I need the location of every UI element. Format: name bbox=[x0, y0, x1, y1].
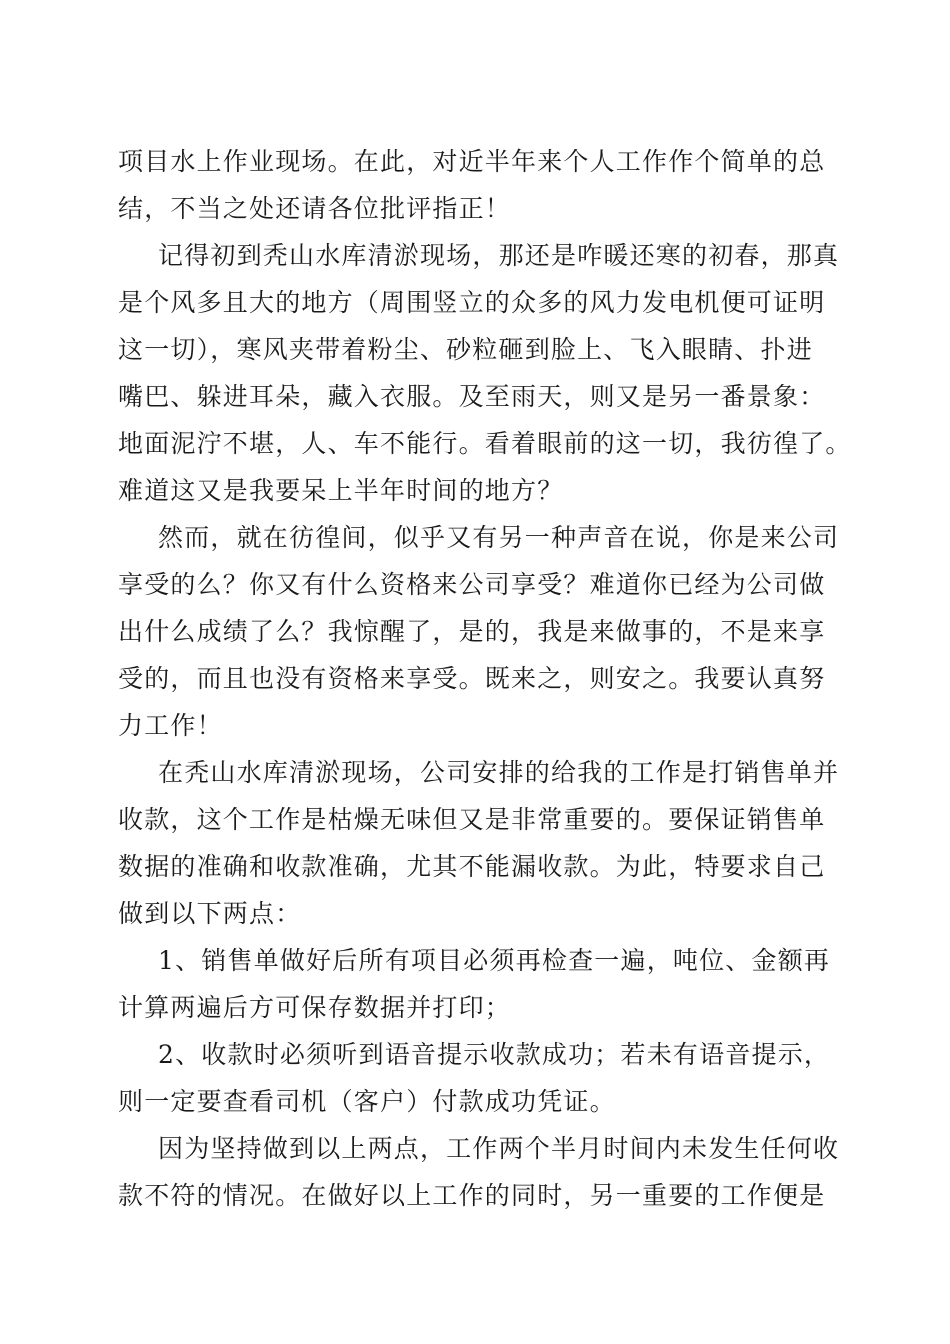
text-line: 数据的准确和收款准确，尤其不能漏收款。为此，特要求自己 bbox=[118, 852, 826, 881]
text-line: 嘴巴、躲进耳朵，藏入衣服。及至雨天，则又是另一番景象： bbox=[118, 382, 826, 411]
list-item-line: 2、收款时必须听到语音提示收款成功；若未有语音提示， bbox=[158, 1040, 831, 1069]
list-item-line: 则一定要查看司机（客户）付款成功凭证。 bbox=[118, 1087, 616, 1116]
text-line: 然而，就在彷徨间，似乎又有另一种声音在说，你是来公司 bbox=[158, 523, 840, 552]
text-line: 难道这又是我要呆上半年时间的地方？ bbox=[118, 476, 564, 505]
text-line: 款不符的情况。在做好以上工作的同时，另一重要的工作便是 bbox=[118, 1181, 826, 1210]
text-line: 结，不当之处还请各位批评指正！ bbox=[118, 194, 512, 223]
text-line: 记得初到秃山水库清淤现场，那还是咋暖还寒的初春，那真 bbox=[158, 241, 840, 270]
text-line: 出什么成绩了么？我惊醒了，是的，我是来做事的，不是来享 bbox=[118, 617, 826, 646]
text-line: 项目水上作业现场。在此，对近半年来个人工作作个简单的总 bbox=[118, 147, 826, 176]
list-item-line: 1、销售单做好后所有项目必须再检查一遍，吨位、金额再 bbox=[158, 946, 831, 975]
list-item-line: 计算两遍后方可保存数据并打印； bbox=[118, 993, 512, 1022]
text-line: 这一切），寒风夹带着粉尘、砂粒砸到脸上、飞入眼睛、扑进 bbox=[118, 335, 813, 364]
text-line: 力工作！ bbox=[118, 711, 223, 740]
text-line: 收款，这个工作是枯燥无味但又是非常重要的。要保证销售单 bbox=[118, 805, 826, 834]
text-line: 受的，而且也没有资格来享受。既来之，则安之。我要认真努 bbox=[118, 664, 826, 693]
text-line: 在秃山水库清淤现场，公司安排的给我的工作是打销售单并 bbox=[158, 758, 840, 787]
text-line: 因为坚持做到以上两点，工作两个半月时间内未发生任何收 bbox=[158, 1134, 840, 1163]
text-line: 是个风多且大的地方（周围竖立的众多的风力发电机便可证明 bbox=[118, 288, 826, 317]
document-body bbox=[118, 138, 852, 1219]
text-line: 做到以下两点： bbox=[118, 899, 302, 928]
text-line: 地面泥泞不堪，人、车不能行。看着眼前的这一切，我彷徨了。 bbox=[118, 429, 852, 458]
text-line: 享受的么？你又有什么资格来公司享受？难道你已经为公司做 bbox=[118, 570, 826, 599]
